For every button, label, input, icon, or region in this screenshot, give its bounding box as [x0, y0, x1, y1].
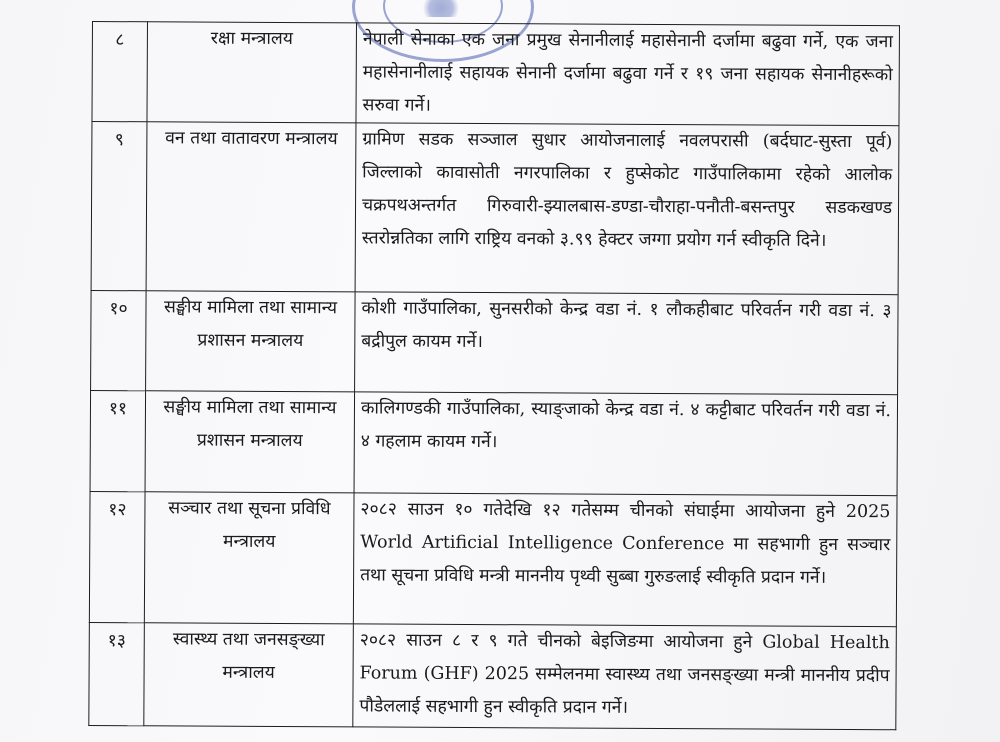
table-row	[91, 290, 899, 394]
row-number: १३	[89, 622, 145, 725]
table-row	[89, 491, 897, 626]
ministry-name: सङ्घीय मामिला तथा सामान्य प्रशासन मन्त्रालय	[146, 291, 356, 392]
decisions-table	[88, 21, 900, 730]
row-number: ८	[92, 22, 148, 122]
ministry-name: सङ्घीय मामिला तथा सामान्य प्रशासन मन्त्रालय	[145, 391, 355, 493]
table-row	[91, 122, 899, 295]
table-row	[89, 622, 897, 729]
decision-text: कालिगण्डकी गाउँपालिका, स्याङ्जाको केन्द्र वडा नं. ४ कट्टीबाट परिवर्तन गरी वडा नं. ४ गहलाम कायम गर्ने।	[354, 392, 898, 496]
row-number: ११	[90, 390, 146, 491]
decision-text: २०८२ साउन १० गतेदेखि १२ गतेसम्म चीनको संघाईमा आयोजना हुने 2025 World Artificial Intelligence Conference मा सहभागी हुन सञ्चार तथा सूचना प्रविधि मन्त्री माननीय पृथ्वी सुब्बा गुरुङलाई स्वीकृति प्रदान गर्ने।	[353, 493, 897, 627]
decision-text: नेपाली सेनाका एक जना प्रमुख सेनानीलाई महासेनानी दर्जामा बढुवा गर्ने, एक जना महासेनानीलाई सहायक सेनानी दर्जामा बढुवा गर्ने र १९ जना सहायक सेनानीहरूको सरुवा गर्ने।	[356, 23, 900, 126]
seal-emblem-icon	[419, 0, 463, 17]
ministry-name: सञ्चार तथा सूचना प्रविधि मन्त्रालय	[144, 492, 354, 624]
ministry-name: वन तथा वातावरण मन्त्रालय	[146, 122, 356, 292]
decision-text: कोशी गाउँपालिका, सुनसरीको केन्द्र वडा नं. १ लौकहीबाट परिवर्तन गरी वडा नं. ३ बद्रीपुल कायम गर्ने।	[355, 292, 899, 395]
ministry-name: रक्षा मन्त्रालय	[147, 22, 357, 123]
table-row	[92, 22, 900, 126]
row-number: ९	[91, 122, 147, 291]
ministry-name: स्वास्थ्य तथा जनसङ्ख्या मन्त्रालय	[144, 623, 354, 727]
table-row	[90, 390, 898, 495]
row-number: १०	[91, 290, 147, 390]
decision-text: ग्रामिण सडक सञ्जाल सुधार आयोजनालाई नवलपरासी (बर्दघाट-सुस्ता पूर्व) जिल्लाको कावासोती नगरपालिका र हुप्सेकोट गाउँपालिकामा रहेको आलोक चक्रपथअन्तर्गत गिरुवारी-झ्यालबास-डण्डा-चौराहा-पनौती-बसन्तपुर सडकखण्ड स्तरोन्नतिका लागि राष्ट्रिय वनको ३.९९ हेक्टर जग्गा प्रयोग गर्न स्वीकृति दिने।	[355, 123, 899, 295]
decision-text: २०८२ साउन ८ र ९ गते चीनको बेइजिङमा आयोजना हुने Global Health Forum (GHF) 2025 सम्मेलनमा स्वास्थ्य तथा जनसङ्ख्या मन्त्री माननीय प्रदीप पौडेललाई सहभागी हुन स्वीकृति प्रदान गर्ने।	[353, 624, 897, 730]
row-number: १२	[89, 491, 145, 622]
